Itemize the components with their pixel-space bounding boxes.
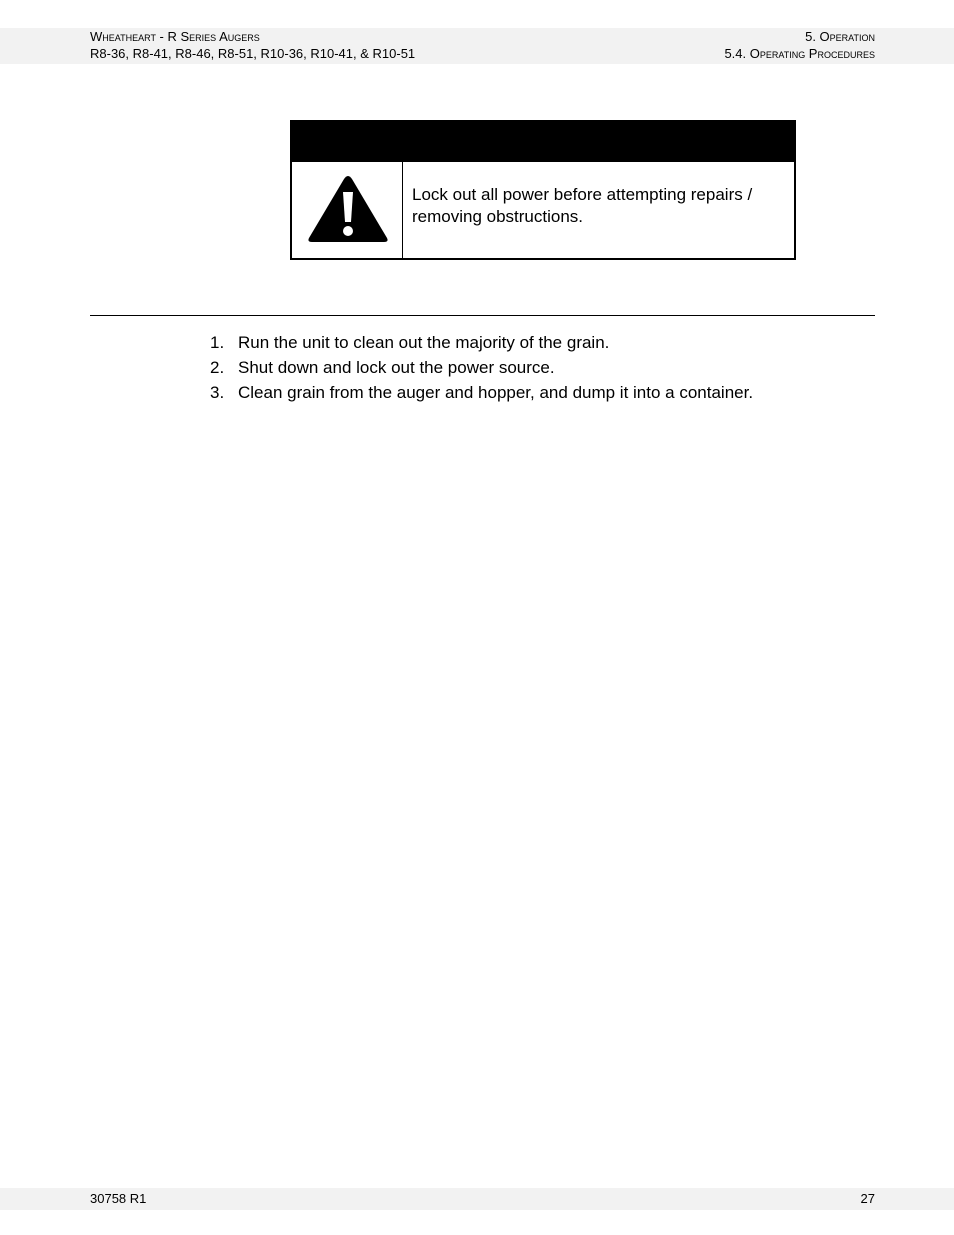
header-section-title: 5. Operation xyxy=(805,29,875,44)
step-number: 2. xyxy=(210,358,225,377)
footer-doc-number: 30758 R1 xyxy=(90,1191,147,1206)
warning-header-bar xyxy=(292,122,794,162)
header-subsection-title: 5.4. Operating Procedures xyxy=(724,46,875,61)
warning-box xyxy=(290,120,796,260)
step-number: 3. xyxy=(210,383,225,402)
warning-message: Lock out all power before attempting repairs / removing obstructions. xyxy=(412,185,753,226)
step-text: Shut down and lock out the power source. xyxy=(238,358,555,377)
list-item xyxy=(210,380,870,405)
warning-icon-cell xyxy=(292,162,403,258)
step-text: Clean grain from the auger and hopper, and dump it into a container. xyxy=(238,383,754,402)
header-model-list: R8-36, R8-41, R8-46, R8-51, R10-36, R10-41, & R10-51 xyxy=(90,46,416,61)
header-product-title: Wheatheart - R Series Augers xyxy=(90,29,260,44)
procedure-steps xyxy=(210,330,870,405)
list-item xyxy=(210,355,870,380)
warning-triangle-icon xyxy=(306,172,390,246)
section-divider xyxy=(90,315,875,316)
list-item xyxy=(210,330,870,355)
step-text: Run the unit to clean out the majority of the grain. xyxy=(238,333,610,352)
step-number: 1. xyxy=(210,333,225,352)
footer-page-number: 27 xyxy=(860,1191,875,1206)
